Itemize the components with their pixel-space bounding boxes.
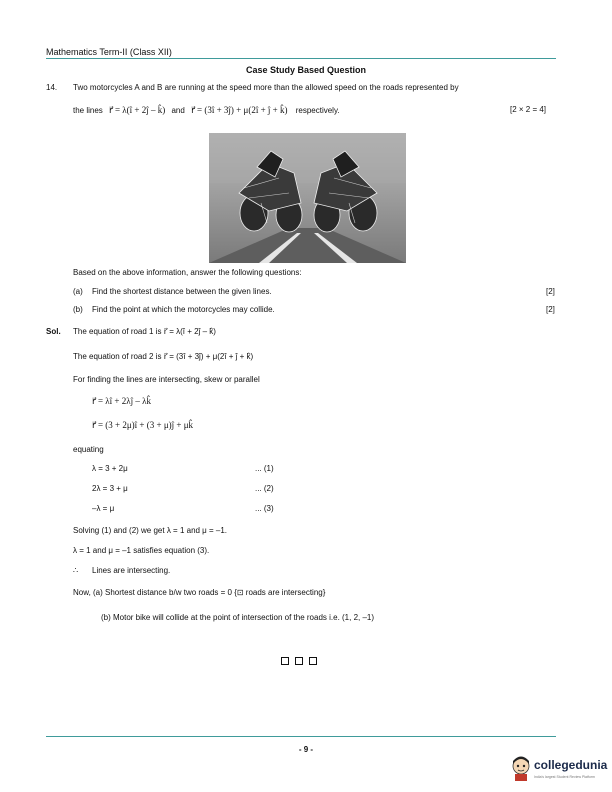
mascot-icon	[509, 756, 533, 782]
section-title: Case Study Based Question	[245, 65, 367, 75]
end-marker	[281, 657, 323, 667]
equation-3: –λ = μ	[92, 504, 115, 513]
subquestion-b-marks: [2]	[546, 305, 555, 314]
equating-label: equating	[73, 445, 104, 454]
answer-a: Now, (a) Shortest distance b/w two roads = 0 {⊡ roads are intersecting}	[73, 588, 326, 597]
satisfies-line: λ = 1 and μ = –1 satisfies equation (3).	[73, 546, 210, 555]
subquestion-a-text: Find the shortest distance between the given lines.	[92, 287, 272, 296]
prompt-text: Based on the above information, answer the following questions:	[73, 268, 302, 277]
question-line-1: Two motorcycles A and B are running at the speed more than the allowed speed on the roads represented by	[73, 83, 459, 92]
road-equation-b: r⃗ = (3î + 3ĵ) + μ(2î + ĵ + k̂)	[191, 105, 288, 115]
solution-road-1: The equation of road 1 is r⃗ = λ(î + 2ĵ – k̂)	[73, 327, 216, 336]
header-subject: Mathematics Term-II (Class XII)	[46, 47, 172, 57]
equation-3-ref: ... (3)	[255, 504, 274, 513]
solution-label: Sol.	[46, 327, 61, 336]
equation-1-ref: ... (1)	[255, 464, 274, 473]
motorcycles-photo	[209, 133, 406, 263]
equation-2-ref: ... (2)	[255, 484, 274, 493]
question-marks: [2 × 2 = 4]	[510, 105, 547, 114]
subquestion-b-label: (b)	[73, 305, 83, 314]
square-icon	[295, 657, 303, 665]
collegedunia-logo	[509, 754, 609, 786]
equation-2: 2λ = 3 + μ	[92, 484, 128, 493]
solution-road-2: The equation of road 2 is r⃗ = (3î + 3ĵ) + μ(2î + ĵ + k̂)	[73, 352, 254, 361]
equation-1: λ = 3 + 2μ	[92, 464, 128, 473]
conclusion-line: Lines are intersecting.	[92, 566, 171, 575]
question-line-2: the lines r⃗ = λ(î + 2ĵ – k̂) and r⃗ = (3î + 3ĵ) + μ(2î + ĵ + k̂) respectively.	[73, 105, 340, 115]
therefore-symbol: ∴	[73, 566, 79, 575]
footer-divider	[46, 736, 556, 737]
subquestion-a-label: (a)	[73, 287, 83, 296]
road-equation-a: r⃗ = λ(î + 2ĵ – k̂)	[109, 105, 166, 115]
subquestion-b-text: Find the point at which the motorcycles may collide.	[92, 305, 275, 314]
logo-wordmark: collegedunia	[534, 758, 608, 772]
solving-line: Solving (1) and (2) we get λ = 1 and μ = –1.	[73, 526, 228, 535]
square-icon	[281, 657, 289, 665]
logo-tagline: India's largest Student Review Platform	[534, 775, 595, 779]
question-number: 14.	[46, 83, 58, 92]
solution-vector-1: r⃗ = λî + 2λĵ – λk̂	[92, 396, 151, 406]
header-divider	[46, 58, 556, 59]
answer-b: (b) Motor bike will collide at the point of intersection of the roads i.e. (1, 2, –1)	[101, 613, 375, 622]
subquestion-a-marks: [2]	[546, 287, 555, 296]
square-icon	[309, 657, 317, 665]
solution-method: For finding the lines are intersecting, skew or parallel	[73, 375, 260, 384]
page-number: - 9 -	[298, 745, 314, 754]
solution-vector-2: r⃗ = (3 + 2μ)î + (3 + μ)ĵ + μk̂	[92, 420, 194, 430]
